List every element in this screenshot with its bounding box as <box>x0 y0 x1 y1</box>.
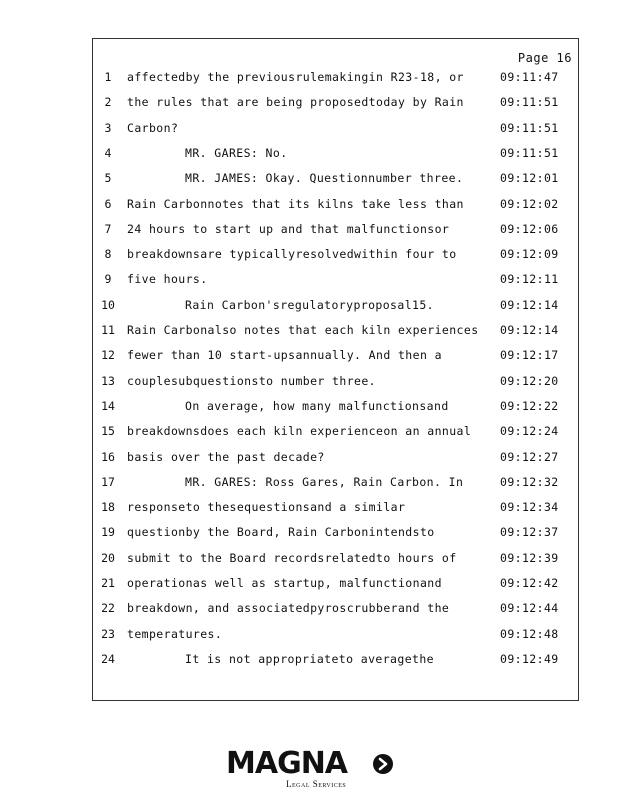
transcript-line <box>93 573 578 593</box>
line-timestamp: 09:12:48 <box>500 626 559 641</box>
page-number: Page 16 <box>517 51 572 65</box>
line-text: Rain Carbonalso notes that each kiln experiences <box>127 323 479 337</box>
line-timestamp: 09:12:27 <box>500 449 559 464</box>
transcript-line <box>93 548 578 568</box>
line-text: Rain Carbonnotes that its kilns take less than <box>127 196 464 211</box>
line-text: MR. GARES: Ross Gares, Rain Carbon. In <box>185 474 464 489</box>
transcript-line <box>93 118 578 138</box>
line-number: 14 <box>101 398 115 413</box>
line-text: temperatures. <box>127 626 223 641</box>
line-timestamp: 09:12:06 <box>500 221 559 236</box>
line-text: Carbon? <box>127 120 179 135</box>
line-timestamp: 09:12:14 <box>500 323 559 337</box>
line-number: 17 <box>101 474 115 489</box>
line-number: 16 <box>101 449 115 464</box>
line-text: affectedby the previousrulemakingin R23-18, or <box>127 70 464 84</box>
line-number: 2 <box>104 95 112 110</box>
line-number: 15 <box>101 424 115 439</box>
logo-wordmark: MAGNA <box>226 746 348 781</box>
line-number: 23 <box>101 626 115 641</box>
line-timestamp: 09:12:09 <box>500 247 559 262</box>
transcript-line <box>93 371 578 391</box>
line-text: questionby the Board, Rain Carbonintendsto <box>127 525 435 540</box>
line-timestamp: 09:12:22 <box>500 398 559 413</box>
line-text: Rain Carbon'sregulatoryproposal15. <box>185 297 435 312</box>
line-timestamp: 09:12:37 <box>500 525 559 540</box>
line-text: fewer than 10 start-upsannually. And then a <box>127 348 442 363</box>
line-text: MR. JAMES: Okay. Questionnumber three. <box>185 171 464 186</box>
line-timestamp: 09:12:02 <box>500 196 559 211</box>
transcript-line <box>93 447 578 467</box>
transcript-line <box>93 92 578 112</box>
line-text: breakdown, and associatedpyroscrubberand the <box>127 601 450 616</box>
line-number: 18 <box>101 500 115 515</box>
transcript-line <box>93 67 578 87</box>
line-number: 10 <box>101 297 115 312</box>
line-text: breakdownsare typicallyresolvedwithin four to <box>127 247 457 262</box>
line-text: the rules that are being proposedtoday by Rain <box>127 95 464 110</box>
line-number: 21 <box>101 576 115 590</box>
line-timestamp: 09:12:39 <box>500 550 559 565</box>
line-timestamp: 09:12:14 <box>500 297 559 312</box>
line-number: 19 <box>101 525 115 540</box>
line-text: basis over the past decade? <box>127 449 325 464</box>
line-timestamp: 09:11:51 <box>500 145 559 160</box>
line-number: 7 <box>104 221 112 236</box>
line-number: 24 <box>101 651 115 666</box>
magna-logo <box>226 748 396 792</box>
line-text: submit to the Board recordsrelatedto hours of <box>127 550 457 565</box>
transcript-line <box>93 472 578 492</box>
transcript-line <box>93 624 578 644</box>
line-number: 1 <box>104 70 112 84</box>
line-text: responseto thesequestionsand a similar <box>127 500 406 515</box>
line-number: 11 <box>101 323 115 337</box>
line-number: 6 <box>104 196 112 211</box>
line-timestamp: 09:11:51 <box>500 95 559 110</box>
line-timestamp: 09:12:11 <box>500 272 559 287</box>
line-number: 8 <box>104 247 112 262</box>
line-text: On average, how many malfunctionsand <box>185 398 449 413</box>
logo-subtitle: Legal Services <box>286 779 347 789</box>
transcript-line <box>93 320 578 340</box>
line-text: couplesubquestionsto number three. <box>127 373 377 388</box>
transcript-line <box>93 421 578 441</box>
line-timestamp: 09:12:20 <box>500 373 559 388</box>
line-timestamp: 09:11:47 <box>500 70 559 84</box>
transcript-line <box>93 396 578 416</box>
line-timestamp: 09:12:44 <box>500 601 559 616</box>
transcript-line <box>93 497 578 517</box>
line-text: 24 hours to start up and that malfunctionsor <box>127 221 450 236</box>
transcript-line <box>93 168 578 188</box>
line-timestamp: 09:12:34 <box>500 500 559 515</box>
line-number: 22 <box>101 601 115 616</box>
line-number: 12 <box>101 348 115 363</box>
chevron-circle-icon <box>372 753 394 775</box>
line-number: 9 <box>104 272 112 287</box>
transcript-line <box>93 143 578 163</box>
line-number: 3 <box>104 120 112 135</box>
line-timestamp: 09:12:49 <box>500 651 559 666</box>
line-timestamp: 09:12:42 <box>500 576 559 590</box>
transcript-line <box>93 219 578 239</box>
transcript-line <box>93 295 578 315</box>
line-text: five hours. <box>127 272 208 287</box>
line-text: MR. GARES: No. <box>185 145 288 160</box>
line-number: 5 <box>104 171 112 186</box>
line-number: 4 <box>104 145 112 160</box>
transcript-line <box>93 269 578 289</box>
line-timestamp: 09:12:32 <box>500 474 559 489</box>
transcript-line <box>93 345 578 365</box>
line-timestamp: 09:12:01 <box>500 171 559 186</box>
line-timestamp: 09:12:24 <box>500 424 559 439</box>
line-timestamp: 09:11:51 <box>500 120 559 135</box>
transcript-line <box>93 522 578 542</box>
line-number: 13 <box>101 373 115 388</box>
line-number: 20 <box>101 550 115 565</box>
line-timestamp: 09:12:17 <box>500 348 559 363</box>
line-text: It is not appropriateto averagethe <box>185 651 435 666</box>
transcript-page <box>92 38 579 701</box>
transcript-line <box>93 194 578 214</box>
transcript-line <box>93 649 578 669</box>
transcript-line <box>93 598 578 618</box>
line-text: operationas well as startup, malfunctionand <box>127 576 442 590</box>
transcript-line <box>93 244 578 264</box>
line-text: breakdownsdoes each kiln experienceon an annual <box>127 424 472 439</box>
